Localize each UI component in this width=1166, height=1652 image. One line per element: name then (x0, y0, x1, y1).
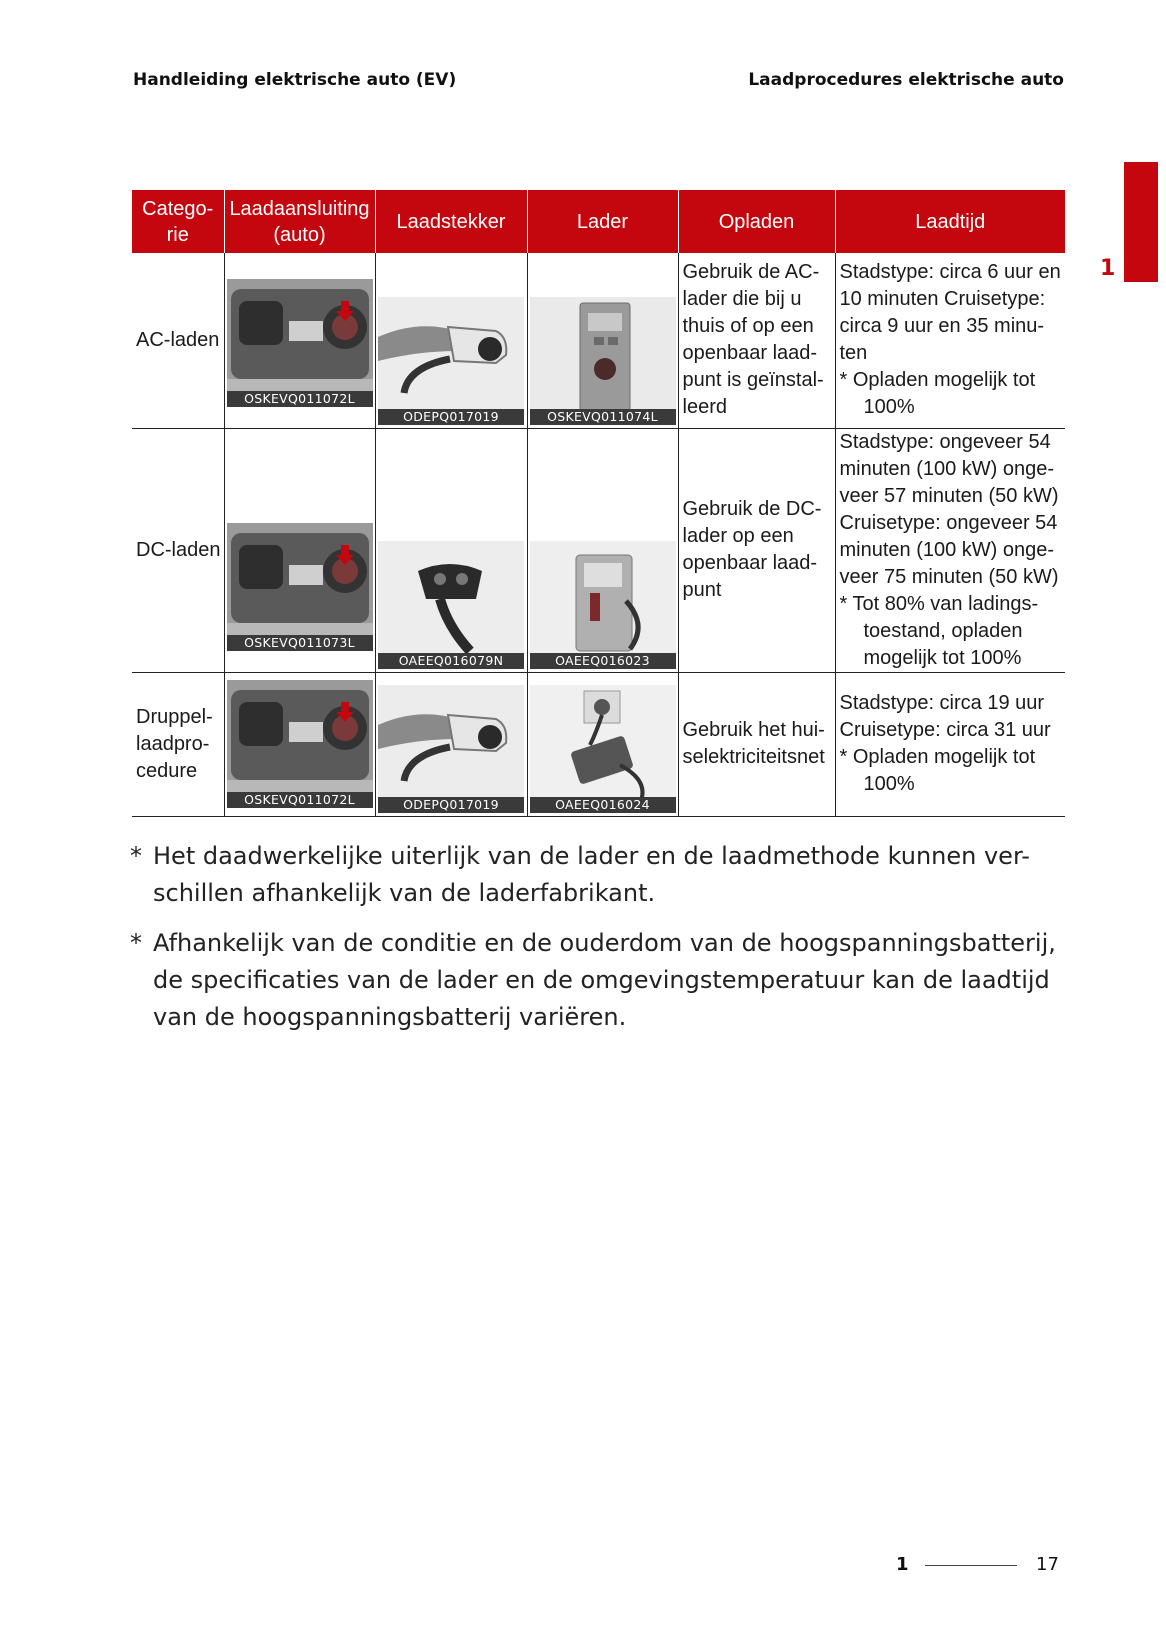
charger-cell (527, 428, 678, 672)
wall-charger-image (530, 297, 676, 425)
charger-cell (527, 672, 678, 816)
charging-inlet-photo (227, 680, 373, 808)
charging-inlet-image (227, 279, 373, 407)
charging-inlet-photo (227, 279, 373, 407)
image-code: OSKEVQ011072L (227, 391, 373, 407)
table-row-trickle (132, 672, 1065, 816)
charger-photo (530, 297, 676, 425)
charging-cell: Gebruik de DC- lader op een openbaar laad- punt (678, 428, 835, 672)
charging-plug-photo (378, 297, 524, 425)
charging-time-note: * Tot 80% van ladings- (839, 592, 1039, 615)
charging-inlet-photo (227, 523, 373, 651)
plug-cell (375, 428, 527, 672)
dc-plug-image (378, 541, 524, 669)
table-row-ac (132, 253, 1065, 428)
col-header-charger: Lader (527, 190, 678, 253)
plug-cell (375, 253, 527, 428)
inlet-cell (224, 253, 375, 428)
image-code: OAEEQ016079N (378, 653, 524, 669)
col-header-inlet: Laadaansluiting (auto) (224, 190, 375, 253)
charging-time-cell: Stadstype: ongeveer 54 minuten (100 kW) onge- veer 57 minuten (50 kW) Cruisetype: ongeveer 54 minuten (100 kW) onge- veer 75 minuten (50 kW) * Tot 80% van ladings- toestand, opladen mogelijk tot 100% (835, 428, 1065, 672)
charger-cell (527, 253, 678, 428)
category-cell: AC-laden (132, 253, 224, 428)
charging-plug-photo (378, 685, 524, 813)
header-left-title: Handleiding elektrische auto (EV) (133, 70, 457, 90)
ac-plug-image (378, 297, 524, 425)
image-code: OSKEVQ011074L (530, 409, 676, 425)
footnote-text: Afhankelijk van de conditie en de ouderdom van de hoogspanningsbatterij, de specificaties van de lader en de omgevingstemperatuur kan de laadtijd van de hoogspanningsbatterij variëren. (153, 929, 1056, 1031)
table-header-row (132, 190, 1065, 253)
charging-inlet-image (227, 523, 373, 651)
inlet-cell (224, 428, 375, 672)
ac-plug-image (378, 685, 524, 813)
col-header-plug: Laadstekker (375, 190, 527, 253)
charging-time-note: * Opladen mogelijk tot (839, 369, 1036, 392)
chapter-tab (1124, 162, 1158, 282)
charging-cell: Gebruik het hui- selektriciteitsnet (678, 672, 835, 816)
chapter-number: 1 (1100, 256, 1116, 281)
charging-time-note-cont: 100% (863, 396, 915, 419)
inlet-cell (224, 672, 375, 816)
footnote-marker: * (130, 842, 142, 870)
charging-cell: Gebruik de AC- lader die bij u thuis of op een openbaar laad- punt is geïnstal- leerd (678, 253, 835, 428)
footnote-text: Het daadwerkelijke uiterlijk van de lader en de laadmethode kunnen ver- schillen afhankelijk van de laderfabrikant. (153, 842, 1030, 907)
image-code: OAEEQ016023 (530, 653, 676, 669)
charging-table (132, 190, 1065, 817)
category-cell: DC-laden (132, 428, 224, 672)
col-header-charging-time: Laadtijd (835, 190, 1065, 253)
col-header-charging: Opladen (678, 190, 835, 253)
charging-time-note-cont: toestand, opladen mogelijk tot 100% (863, 619, 1023, 669)
charger-photo (530, 685, 676, 813)
charger-photo (530, 541, 676, 669)
footer-section-number: 1 (896, 1554, 909, 1575)
plug-cell (375, 672, 527, 816)
category-cell: Druppel- laadpro- cedure (132, 672, 224, 816)
table-row-dc (132, 428, 1065, 672)
portable-charger-image (530, 685, 676, 813)
image-code: ODEPQ017019 (378, 797, 524, 813)
charging-time-note-cont: 100% (863, 773, 915, 795)
dc-charger-image (530, 541, 676, 669)
charging-inlet-image (227, 680, 373, 808)
charging-time-note: * Opladen mogelijk tot (839, 746, 1036, 768)
charging-plug-photo (378, 541, 524, 669)
image-code: OAEEQ016024 (530, 797, 676, 813)
footnote-battery (130, 925, 1070, 1036)
footer-divider (925, 1565, 1017, 1566)
image-code: OSKEVQ011072L (227, 792, 373, 808)
image-code: OSKEVQ011073L (227, 635, 373, 651)
charging-time-cell: Stadstype: circa 6 uur en 10 minuten Cruisetype: circa 9 uur en 35 minu- ten * Opladen mogelijk tot 100% (835, 253, 1065, 428)
image-code: ODEPQ017019 (378, 409, 524, 425)
header-right-title: Laadprocedures elektrische auto (748, 70, 1064, 90)
footnote-marker: * (130, 929, 142, 957)
col-header-category: Catego- rie (132, 190, 224, 253)
footnote-manufacturer (130, 838, 1070, 912)
page-number: 17 (1036, 1554, 1059, 1575)
charging-time-cell: Stadstype: circa 19 uur Cruisetype: circa 31 uur * Opladen mogelijk tot 100% (835, 672, 1065, 816)
